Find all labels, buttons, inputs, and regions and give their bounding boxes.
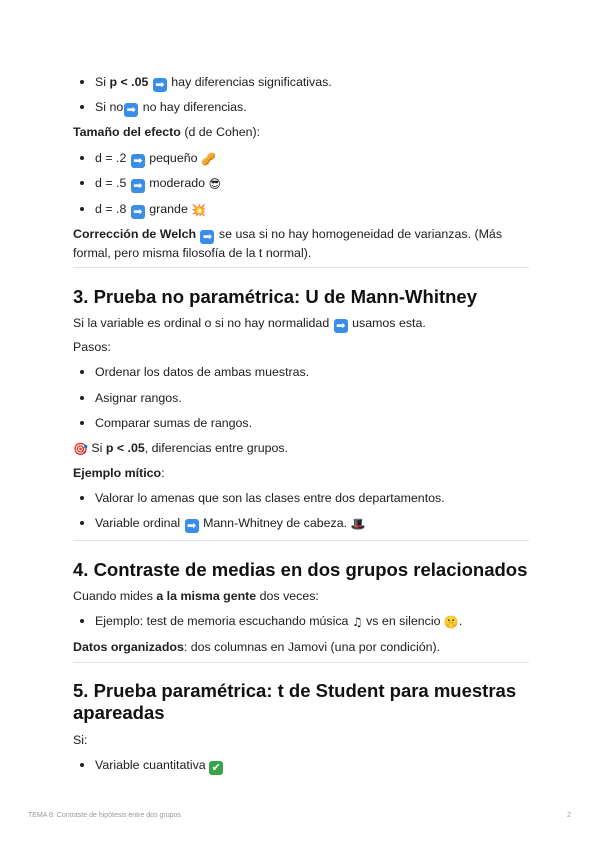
arrow-right-icon: ➡ [185,519,199,533]
list-item: Ordenar los datos de ambas muestras. [73,363,529,381]
page-number: 2 [567,812,571,819]
effect-size-list-3 [73,200,529,219]
effect-size-list-2 [73,174,529,193]
arrow-right-icon: ➡ [124,103,138,117]
list-item: Comparar sumas de rangos. [73,414,529,432]
paragraph: 🎯 Si p < .05, diferencias entre grupos. [73,441,289,456]
example-list-2 [73,514,529,533]
list-item: Valorar lo amenas que son las clases entre dos departamentos. [73,489,529,507]
list-item: d = .2 ➡ pequeño 🥜 [73,149,529,168]
peanut-icon: 🥜 [200,152,216,166]
list-item: Si p < .05 ➡ hay diferencias significativas. [73,73,529,92]
collision-icon: 💥 [191,203,207,217]
arrow-right-icon: ➡ [131,179,145,193]
significance-list [73,73,529,92]
list-item: Ejemplo: test de memoria escuchando música ♫ vs en silencio 🤫. [73,612,529,630]
list-item: Si no ➡ no hay diferencias. [73,98,529,117]
footer-title: TEMA 8: Contraste de hipótesis entre dos grupos [28,812,181,819]
music-icon: ♫ [351,615,363,629]
list-item: d = .8 ➡ grande 💥 [73,200,529,219]
section-heading: 4. Contraste de medias en dos grupos relacionados [73,559,528,580]
section-heading: 3. Prueba no paramétrica: U de Mann-Whitney [73,286,477,307]
arrow-right-icon: ➡ [131,154,145,168]
section-heading: 5. Prueba paramétrica: t de Student para muestras apareadas [73,680,517,723]
target-icon: 🎯 [73,442,88,456]
effect-size-list [73,149,529,168]
top-hat-icon: 🎩 [350,517,366,531]
effect-size-heading: Tamaño del efecto (d de Cohen): [73,125,261,139]
arrow-right-icon: ➡ [334,319,348,333]
sunglasses-icon: 😎 [208,177,222,191]
arrow-right-icon: ➡ [200,230,214,244]
arrow-right-icon: ➡ [131,205,145,219]
divider [73,540,529,541]
paragraph: Datos organizados: dos columnas en Jamovi (una por condición). [73,640,441,654]
paragraph: Cuando mides a la misma gente dos veces: [73,589,319,603]
significance-list-2 [73,98,529,117]
steps-list-2 [73,389,529,407]
arrow-right-icon: ➡ [153,78,167,92]
list-item: Asignar rangos. [73,389,529,407]
list-item: Variable cuantitativa ✔ [73,756,529,775]
divider [73,267,529,268]
divider [73,662,529,663]
steps-list [73,363,529,381]
shushing-face-icon: 🤫 [443,615,459,629]
example-list [73,612,529,630]
welch-paragraph: Corrección de Welch ➡ se usa si no hay homogeneidad de varianzas. (Más formal, pero misma filosofía de la t normal). [73,227,503,260]
paragraph: Si la variable es ordinal o si no hay normalidad ➡ usamos esta. [73,316,426,332]
check-mark-icon: ✔ [209,761,223,775]
paragraph: Ejemplo mítico: [73,466,165,480]
list-item: d = .5 ➡ moderado 😎 [73,174,529,193]
list-item: Variable ordinal ➡ Mann-Whitney de cabeza. 🎩 [73,514,529,533]
example-list [73,489,529,507]
paragraph: Si: [73,733,88,747]
paragraph: Pasos: [73,340,111,354]
conditions-list [73,756,529,775]
steps-list-3 [73,414,529,432]
